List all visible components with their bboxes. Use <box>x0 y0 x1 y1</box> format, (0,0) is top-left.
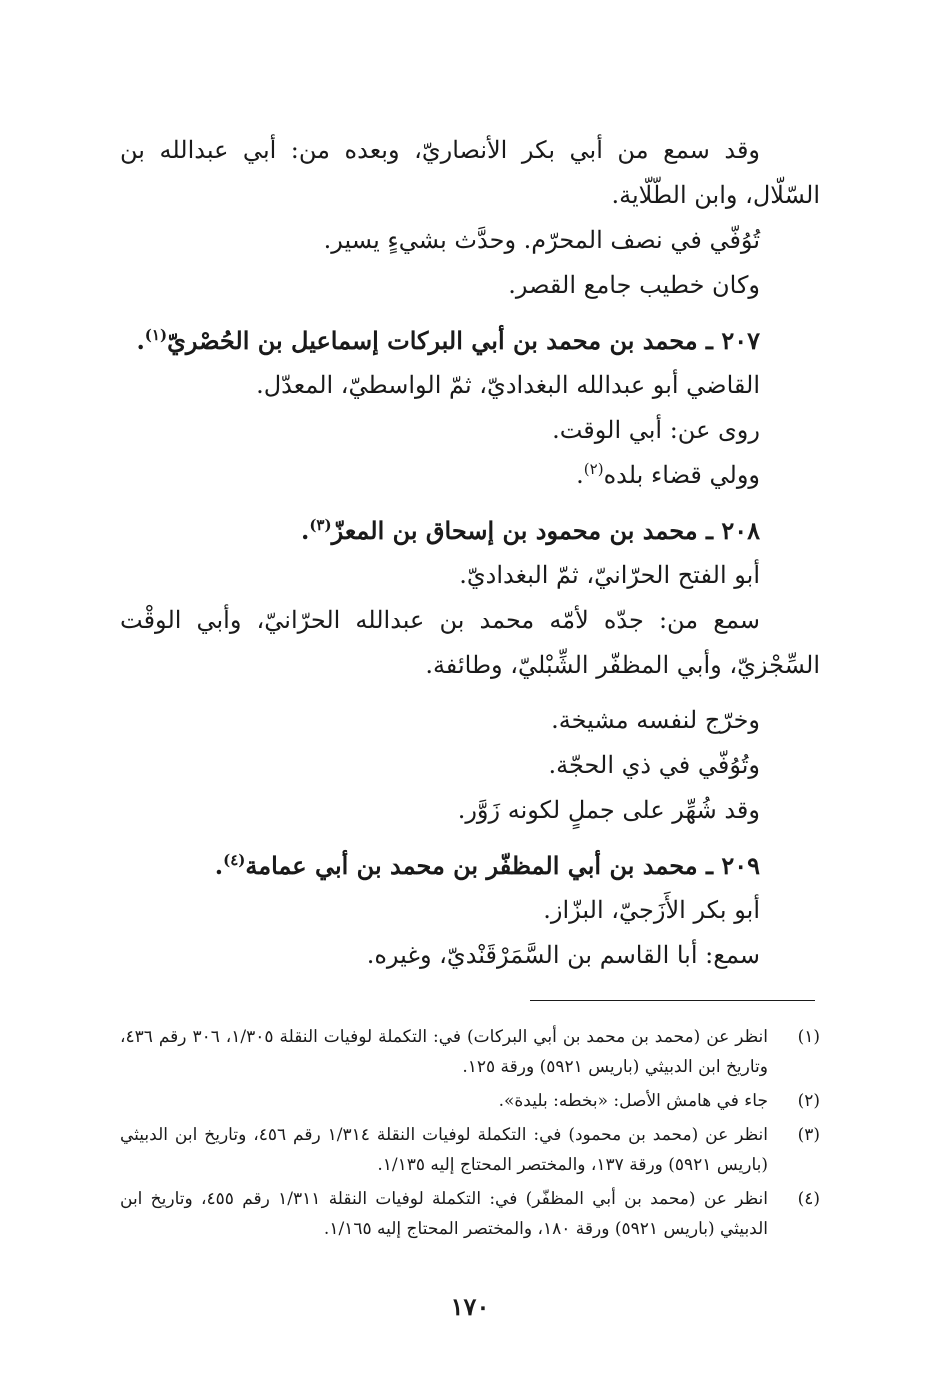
paragraph: سمع: أبا القاسم بن السَّمَرْقَنْديّ، وغيره. <box>366 941 760 969</box>
footnote-ref: (٢) <box>583 460 604 478</box>
paragraph: تُوُفّي في نصف المحرّم. وحدَّث بشيءٍ يسير. <box>323 226 760 254</box>
footnote-text: انظر عن (محمد بن محمد بن أبي البركات) في: التكملة لوفيات النقلة ١/٣٠٥، ٣٠٦ رقم ٤٣٦، وتاريخ ابن الدبيثي (باريس ٥٩٢١) ورقة ١٢٥. <box>120 1027 768 1077</box>
paragraph: سمع من: جدّه لأمّه محمد بن عبدالله الحرّانيّ، وأبي الوقْت السِّجْزيّ، وأبي المظفّر الشِّبْليّ، وطائفة. <box>120 606 820 679</box>
entry-title: ٢٠٩ ـ محمد بن أبي المظفّر بن محمد بن أبي عمامة <box>245 851 760 880</box>
paragraph: أبو بكر الأَزَجيّ، البزّاز. <box>543 896 760 924</box>
footnote-number: (٤) <box>797 1189 820 1209</box>
paragraph: وقد سمع من أبي بكر الأنصاريّ، وبعده من: أبي عبدالله بن السّلّال، وابن الطّلّاية. <box>120 136 820 209</box>
footnote-text: انظر عن (محمد بن أبي المظفّر) في: التكملة لوفيات النقلة ١/٣١١ رقم ٤٥٥، وتاريخ ابن الدبيثي (باريس ٥٩٢١) ورقة ١٨٠، والمختصر المحتاج إليه ١/١٦٥. <box>120 1189 768 1239</box>
footnote-ref: (١) <box>144 326 168 344</box>
footnote <box>120 1086 820 1116</box>
paragraph: روى عن: أبي الوقت. <box>552 416 760 444</box>
paragraph-text: وولي قضاء بلده <box>603 461 760 489</box>
entry-209-heading: ٢٠٩ ـ محمد بن أبي المظفّر بن محمد بن أبي عمامة$^{(٤)}$. <box>214 851 760 880</box>
entry-207-heading: ٢٠٧ ـ محمد بن محمد بن أبي البركات إسماعيل بن الحُصْريّ$^{(١)}$. <box>136 326 760 355</box>
entry-title: ٢٠٨ ـ محمد بن محمود بن إسحاق بن المعزّ <box>331 516 760 545</box>
page-number: ١٧٠ <box>450 1292 490 1321</box>
footnote-number: (٢) <box>797 1091 820 1111</box>
footnote-ref: (٣) <box>309 516 332 534</box>
main-text <box>120 128 820 978</box>
footnote-text: انظر عن (محمد بن محمود) في: التكملة لوفيات النقلة ١/٣١٤ رقم ٤٥٦، وتاريخ ابن الدبيثي (باريس ٥٩٢١) ورقة ١٣٧، والمختصر المحتاج إليه ١/١٣٥. <box>120 1125 768 1175</box>
paragraph: وولي قضاء بلده$^{(٢)}$. <box>576 460 760 489</box>
footnote-ref: (٤) <box>223 851 246 869</box>
footnote-text: جاء في هامش الأصل: «بخطه: بليدة». <box>498 1091 768 1111</box>
footnote-number: (٣) <box>797 1125 820 1145</box>
entry-title: ٢٠٧ ـ محمد بن محمد بن أبي البركات إسماعيل بن الحُصْريّ <box>167 326 760 355</box>
paragraph: القاضي أبو عبدالله البغداديّ، ثمّ الواسطيّ، المعدّل. <box>256 371 760 399</box>
paragraph: وتُوُفّي في ذي الحجّة. <box>548 751 760 779</box>
paragraph: أبو الفتح الحرّانيّ، ثمّ البغداديّ. <box>459 561 760 589</box>
paragraph: وكان خطيب جامع القصر. <box>508 271 760 299</box>
footnote <box>120 1120 820 1180</box>
footnote-number: (١) <box>797 1027 820 1047</box>
entry-208-heading: ٢٠٨ ـ محمد بن محمود بن إسحاق بن المعزّ$^{(٣)}$. <box>300 516 760 545</box>
footnote-divider <box>530 1000 815 1001</box>
footnote <box>120 1022 820 1082</box>
footnote <box>120 1184 820 1244</box>
paragraph: وقد شُهِّر على جملٍ لكونه زَوَّر. <box>457 796 760 824</box>
paragraph: وخرّج لنفسه مشيخة. <box>551 706 760 734</box>
footnotes <box>120 1022 820 1248</box>
